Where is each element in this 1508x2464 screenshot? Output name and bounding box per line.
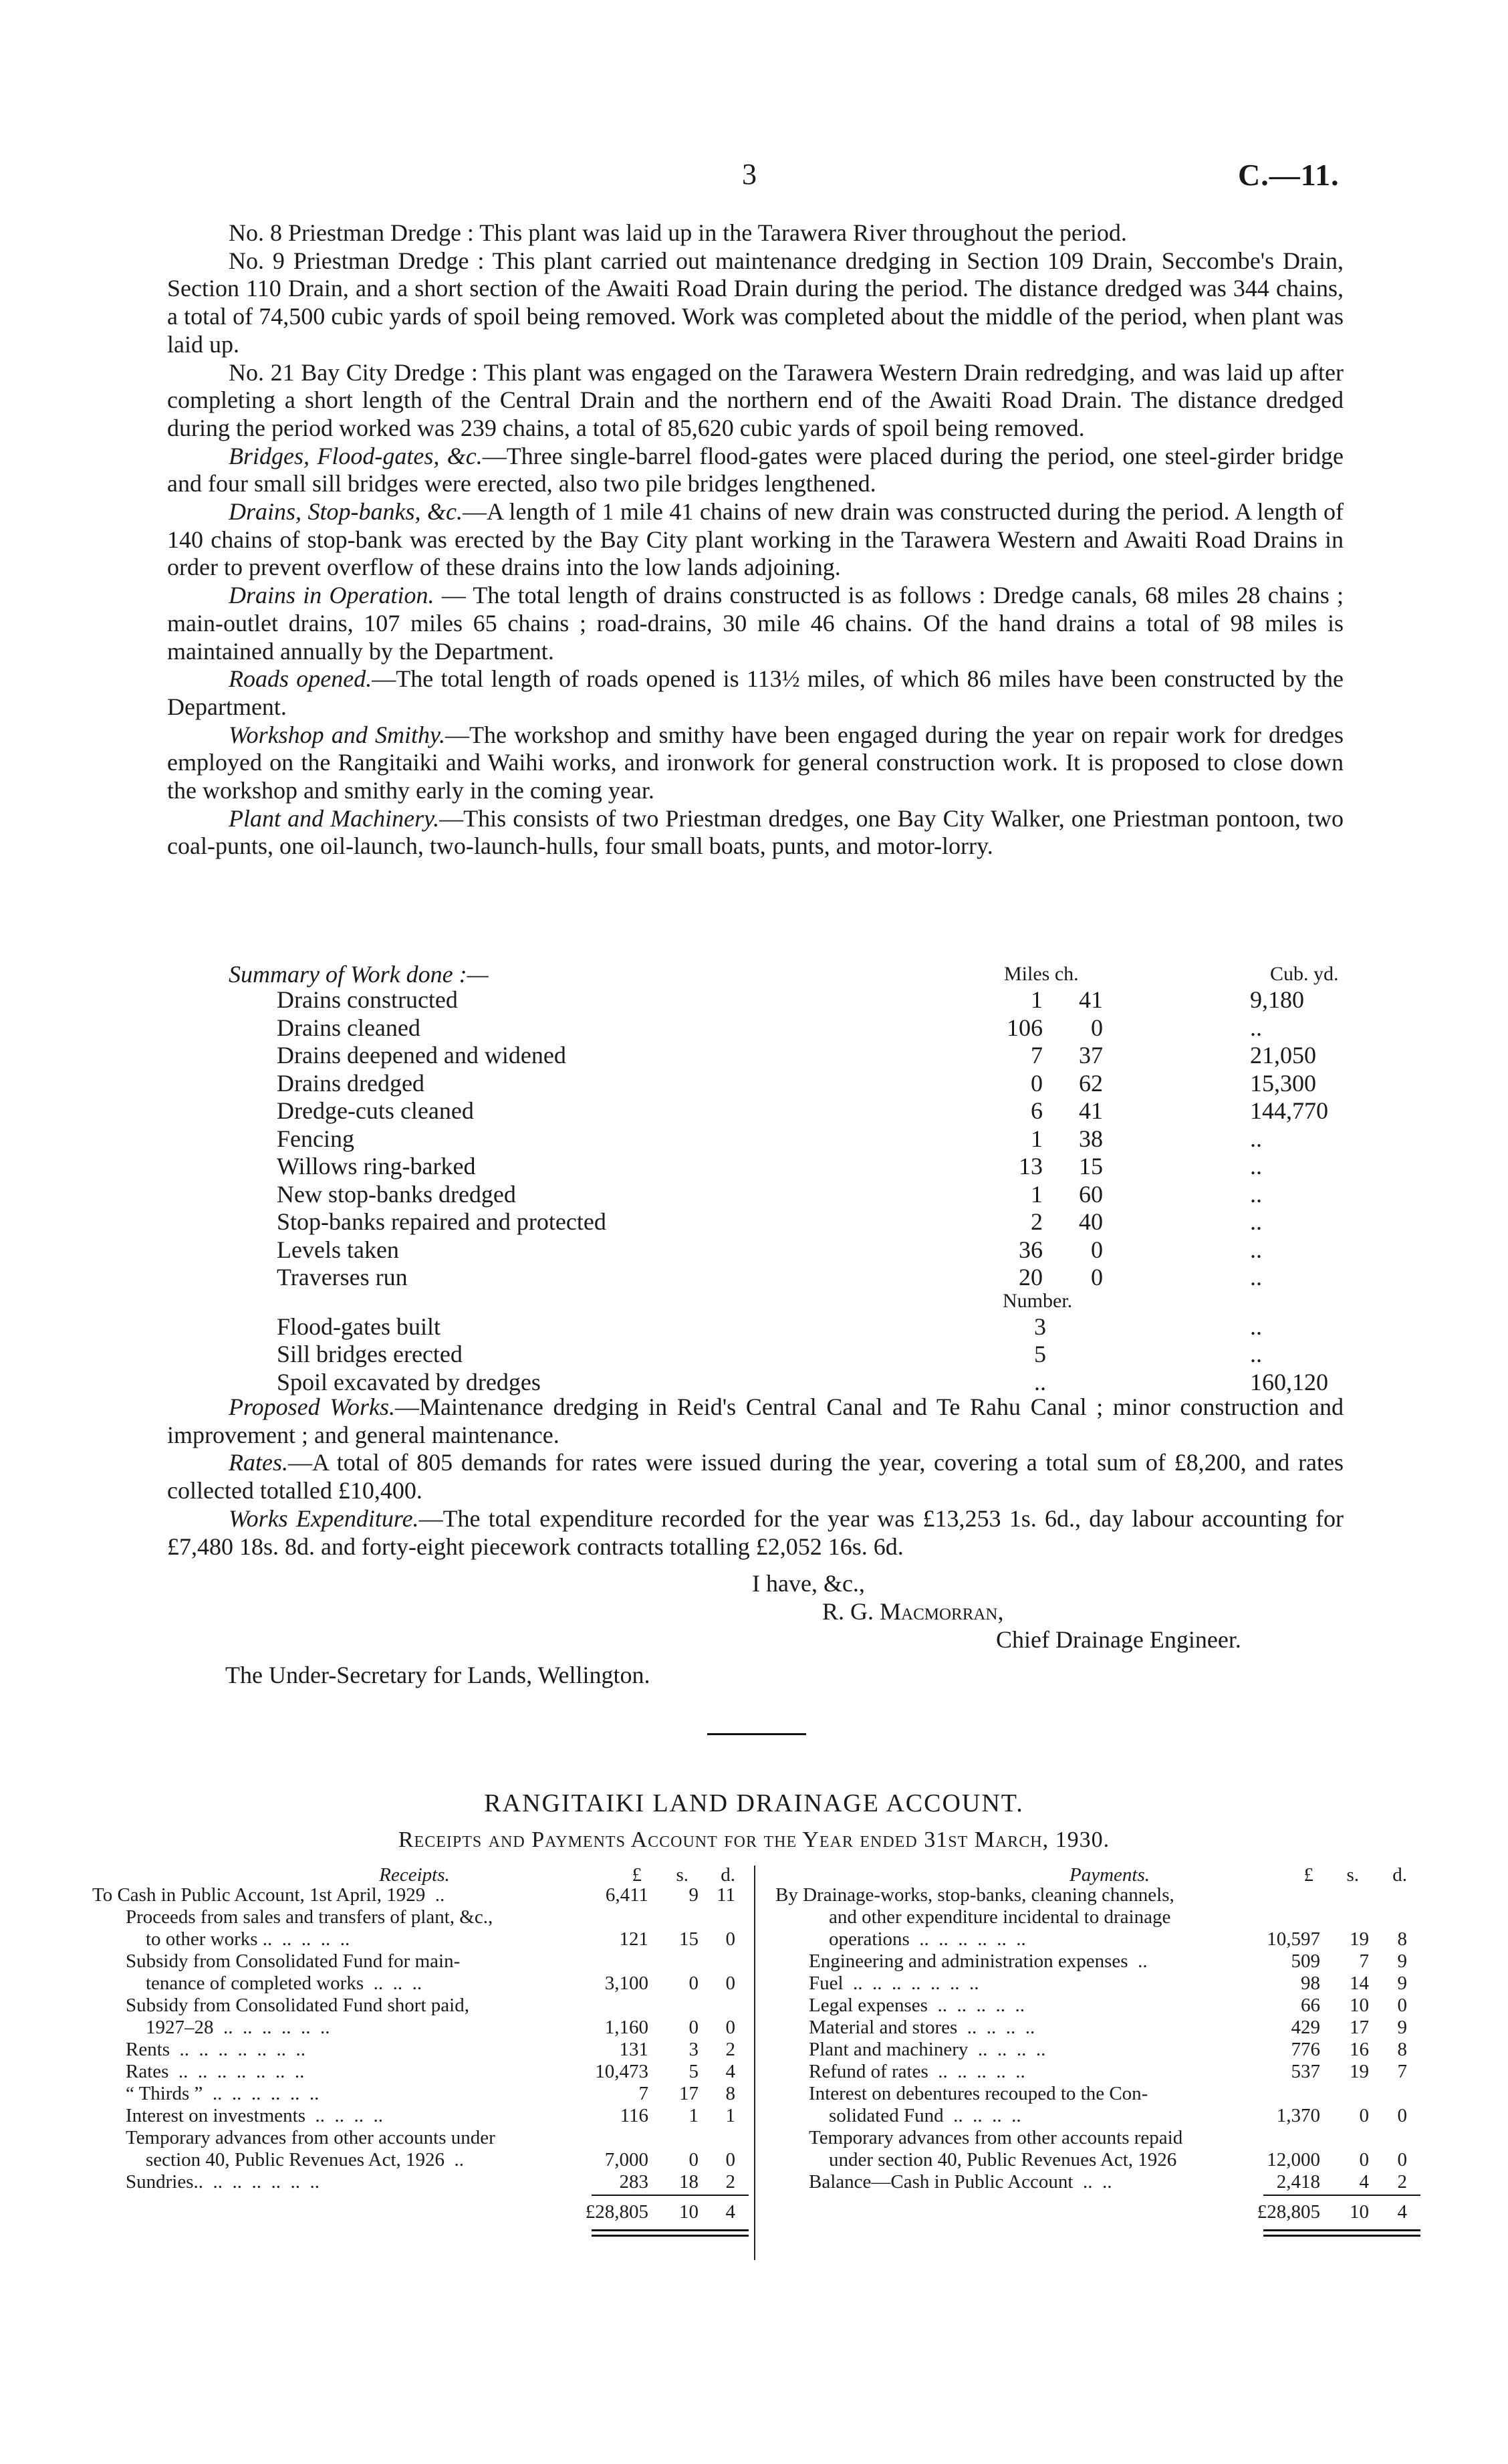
payment-entry-shillings: 4 [1359, 2171, 1369, 2193]
payment-entry-text: Balance—Cash in Public Account .. .. [809, 2171, 1112, 2193]
payment-entry-pounds: 1,370 [1276, 2105, 1320, 2126]
summary-row-chains: 41 [1079, 986, 1103, 1013]
payment-total-rule [1263, 2195, 1420, 2196]
report-paragraph [167, 665, 1344, 721]
paragraph-lead: No. 21 Bay City Dredge : [229, 358, 478, 386]
summary-heading: Summary of Work done :— [229, 961, 489, 988]
summary-row-label: Drains deepened and widened [277, 1042, 566, 1069]
payment-entry-pounds: 12,000 [1267, 2149, 1320, 2170]
receipt-entry-text: Rents .. .. .. .. .. .. .. [126, 2039, 306, 2060]
receipt-total-pence: 4 [725, 2201, 735, 2223]
summary-row-cubic-yards: 15,300 [1250, 1069, 1316, 1097]
summary-row-label: Sill bridges erected [277, 1341, 463, 1367]
miles-chains-header: Miles ch. [1004, 963, 1079, 985]
summary-row-label: Flood-gates built [277, 1313, 441, 1340]
receipt-entry-pence: 11 [717, 1884, 735, 1906]
summary-row-cubic-yards: .. [1250, 1208, 1262, 1235]
payment-entry-shillings: 0 [1359, 2149, 1369, 2170]
summary-row-miles: 1 [1031, 1125, 1043, 1152]
summary-row-chains: 60 [1079, 1180, 1103, 1208]
summary-row-cubic-yards: .. [1250, 1153, 1262, 1180]
receipt-entry-shillings: 9 [688, 1884, 699, 1906]
receipt-entry-pence: 0 [725, 2149, 735, 2170]
paragraph-text: —The workshop and smithy have been engaged during the year on repair work for dredges employed on the Rangitaiki and Waihi works, and ironwork for general construction work. It is proposed to close down the workshop and smithy early in the coming year. [167, 721, 1344, 804]
summary-row [167, 1152, 1344, 1180]
summary-row-number: 5 [1034, 1341, 1046, 1367]
summary-row [167, 1368, 1344, 1395]
receipt-entry-pence: 1 [725, 2105, 735, 2126]
summary-row [167, 1069, 1344, 1097]
paragraph-lead: Workshop and Smithy. [229, 721, 446, 748]
payment-entry-pounds: 776 [1291, 2039, 1320, 2060]
summary-row-cubic-yards: 144,770 [1250, 1097, 1328, 1124]
summary-row-label: Fencing [277, 1125, 354, 1152]
paragraph-lead: No. 8 Priestman Dredge : [229, 219, 474, 246]
signoff-title: Chief Drainage Engineer. [996, 1626, 1241, 1653]
payment-entry-pounds: 429 [1291, 2017, 1320, 2038]
paragraph-lead: Proposed Works. [229, 1393, 395, 1420]
receipt-entry-text: Subsidy from Consolidated Fund for main- [126, 1950, 461, 1972]
paragraph-lead: Drains, Stop-banks, &c. [229, 498, 463, 526]
column-header-l: £ [632, 1864, 642, 1886]
report-body [167, 219, 1344, 861]
payment-entry-text: Interest on debentures recouped to the Con- [809, 2083, 1148, 2104]
receipt-entry-shillings: 3 [688, 2039, 699, 2060]
cubic-yards-header: Cub. yd. [1270, 963, 1339, 985]
receipt-entry-pounds: 7 [638, 2083, 648, 2104]
receipt-total-rule [592, 2195, 749, 2196]
payment-entry-text: Legal expenses .. .. .. .. .. [809, 1995, 1025, 2016]
summary-row-miles: 13 [1019, 1153, 1043, 1180]
payment-entry-shillings: 16 [1350, 2039, 1369, 2060]
payment-entry-text: Fuel .. .. .. .. .. .. .. [809, 1973, 979, 1994]
receipt-entry-text: To Cash in Public Account, 1st April, 1929 .. [92, 1884, 445, 1906]
report-closing-paragraphs [167, 1393, 1344, 1561]
payment-entry-pence: 7 [1397, 2061, 1407, 2082]
summary-row-label: Levels taken [277, 1236, 399, 1263]
payment-entry-pence: 2 [1397, 2171, 1407, 2193]
report-paragraph [167, 582, 1344, 665]
payment-entry-text: and other expenditure incidental to drainage [829, 1906, 1171, 1928]
receipt-total-double-rule [592, 2235, 749, 2237]
summary-row-miles: 1 [1031, 1180, 1043, 1208]
payment-entry-pence: 0 [1397, 2105, 1407, 2126]
receipt-entry-pounds: 116 [620, 2105, 648, 2126]
paragraph-lead: No. 9 Priestman Dredge : [229, 247, 485, 274]
payment-entry-pence: 0 [1397, 1995, 1407, 2016]
column-header-d: d. [721, 1864, 735, 1886]
summary-row-miles: 7 [1031, 1042, 1043, 1069]
receipt-entry-shillings: 1 [688, 2105, 699, 2126]
summary-row-label: Dredge-cuts cleaned [277, 1097, 474, 1124]
payment-total-pence: 4 [1397, 2201, 1407, 2223]
receipt-total-double-rule [592, 2229, 749, 2231]
payment-total-double-rule [1263, 2229, 1420, 2231]
paragraph-lead: Rates. [229, 1449, 288, 1476]
receipt-entry-shillings: 0 [688, 2017, 699, 2038]
summary-row [167, 1208, 1344, 1235]
report-paragraph [167, 247, 1344, 359]
receipt-entry-pence: 0 [725, 2017, 735, 2038]
summary-row-chains: 15 [1079, 1153, 1103, 1180]
payment-entry-pence: 9 [1397, 1950, 1407, 1972]
summary-row [167, 1014, 1344, 1041]
signoff-greeting: I have, &c., [752, 1570, 865, 1597]
receipt-entry-pounds: 7,000 [604, 2149, 648, 2170]
column-header-s: s. [676, 1864, 688, 1886]
receipt-entry-text: “ Thirds ” .. .. .. .. .. .. [126, 2083, 320, 2104]
summary-row-chains: 41 [1079, 1097, 1103, 1124]
receipt-entry-text: Temporary advances from other accounts under [126, 2127, 495, 2148]
summary-row [167, 1263, 1344, 1291]
payment-entry-text: Temporary advances from other accounts repaid [809, 2127, 1183, 2148]
report-paragraph [167, 443, 1344, 498]
receipt-entry-shillings: 17 [679, 2083, 699, 2104]
receipt-entry-pence: 0 [725, 1973, 735, 1994]
summary-row-chains: 40 [1079, 1208, 1103, 1235]
payment-total-shillings: 10 [1350, 2201, 1369, 2223]
payment-entry-shillings: 17 [1350, 2017, 1369, 2038]
number-header: Number. [1003, 1289, 1073, 1312]
summary-row-number: .. [1034, 1368, 1046, 1395]
payment-entry-pence: 8 [1397, 1928, 1407, 1950]
payment-entry-pounds: 2,418 [1276, 2171, 1320, 2193]
payment-entry-pence: 9 [1397, 2017, 1407, 2038]
signoff-name: R. G. Macmorran, [822, 1598, 1004, 1625]
payment-entry-text: By Drainage-works, stop-banks, cleaning channels, [775, 1884, 1174, 1906]
paragraph-text: This plant was engaged on the Tarawera Western Drain redredging, and was laid up after completing a short length of the Central Drain and the northern end of the Awaiti Road Drain. The distance dredged during the period worked was 239 chains, a total of 85,620 cubic yards of spoil being removed. [167, 358, 1344, 441]
payment-entry-shillings: 7 [1359, 1950, 1369, 1972]
payments-heading: Payments. [1070, 1864, 1150, 1886]
paragraph-text: —The total expenditure recorded for the year was £13,253 1s. 6d., day labour accounting for £7,480 18s. 8d. and forty-eight piecework contracts totalling £2,052 16s. 6d. [167, 1504, 1344, 1560]
payment-entry-text: Material and stores .. .. .. .. [809, 2017, 1035, 2038]
paragraph-text: This plant carried out maintenance dredging in Section 109 Drain, Seccombe's Drain, Section 110 Drain, and a short section of the Awaiti Road Drain during the period. The distance dredged was 344 chains, a total of 74,500 cubic yards of spoil being removed. Work was completed about the middle of the period, when plant was laid up. [167, 247, 1344, 358]
summary-row-chains: 37 [1079, 1042, 1103, 1069]
receipt-entry-pounds: 1,160 [604, 2017, 648, 2038]
receipt-entry-pence: 2 [725, 2039, 735, 2060]
summary-row-chains: 0 [1091, 1014, 1103, 1041]
payment-entry-pounds: 537 [1291, 2061, 1320, 2082]
summary-row-label: Spoil excavated by dredges [277, 1368, 541, 1395]
summary-row [167, 1097, 1344, 1124]
payment-entry-text: Plant and machinery .. .. .. .. [809, 2039, 1046, 2060]
summary-row-label: Drains dredged [277, 1069, 424, 1097]
summary-row-cubic-yards: .. [1250, 1313, 1262, 1340]
paragraph-lead: Bridges, Flood-gates, &c. [229, 442, 483, 469]
receipt-entry-pounds: 6,411 [605, 1884, 648, 1906]
closing-paragraph [167, 1505, 1344, 1561]
payment-total-double-rule [1263, 2235, 1420, 2237]
summary-row [167, 1340, 1344, 1367]
summary-row-chains: 0 [1091, 1236, 1103, 1263]
summary-row-miles: 36 [1019, 1236, 1043, 1263]
summary-row-chains: 62 [1079, 1069, 1103, 1097]
payment-entry-shillings: 19 [1350, 2061, 1369, 2082]
payment-entry-text: solidated Fund .. .. .. .. [829, 2105, 1021, 2126]
receipt-entry-pounds: 3,100 [604, 1973, 648, 1994]
receipt-entry-text: tenance of completed works .. .. .. [146, 1973, 422, 1994]
column-header-d: d. [1392, 1864, 1407, 1886]
payment-entry-text: under section 40, Public Revenues Act, 1926 [829, 2149, 1177, 2170]
receipt-entry-shillings: 15 [679, 1928, 699, 1950]
receipt-entry-text: Sundries.. .. .. .. .. .. .. [126, 2171, 320, 2193]
payment-entry-text: Refund of rates .. .. .. .. .. [809, 2061, 1025, 2082]
summary-row-label: Drains constructed [277, 986, 458, 1013]
receipts-heading: Receipts. [379, 1864, 450, 1886]
summary-row [167, 1125, 1344, 1152]
receipt-entry-pounds: 131 [619, 2039, 648, 2060]
paragraph-lead: Roads opened. [229, 665, 372, 693]
summary-row-label: Drains cleaned [277, 1014, 420, 1041]
receipt-entry-text: to other works .. .. .. .. .. [146, 1928, 350, 1950]
payment-entry-pounds: 10,597 [1267, 1928, 1320, 1950]
receipt-entry-shillings: 0 [688, 2149, 699, 2170]
receipt-entry-shillings: 0 [688, 1973, 699, 1994]
summary-row-cubic-yards: 9,180 [1250, 986, 1304, 1013]
page-number: 3 [742, 158, 757, 191]
summary-row [167, 1041, 1344, 1069]
column-header-s: s. [1346, 1864, 1359, 1886]
summary-row-label: New stop-banks dredged [277, 1180, 516, 1208]
payment-entry-text: Engineering and administration expenses .. [809, 1950, 1148, 1972]
summary-row [167, 1180, 1344, 1208]
payment-entry-shillings: 0 [1359, 2105, 1369, 2126]
receipt-total-pounds: £28,805 [585, 2201, 648, 2223]
summary-row-label: Traverses run [277, 1264, 408, 1291]
summary-row [167, 1313, 1344, 1340]
payment-entry-pence: 0 [1397, 2149, 1407, 2170]
summary-row-miles: 1 [1031, 986, 1043, 1013]
payment-entry-pounds: 66 [1301, 1995, 1320, 2016]
payment-entry-pence: 8 [1397, 2039, 1407, 2060]
receipt-total-shillings: 10 [679, 2201, 699, 2223]
account-title: RANGITAIKI LAND DRAINAGE ACCOUNT. [484, 1789, 1024, 1817]
summary-row-chains: 0 [1091, 1264, 1103, 1291]
paragraph-lead: Works Expenditure. [229, 1504, 419, 1532]
receipt-entry-text: 1927–28 .. .. .. .. .. .. [146, 2017, 330, 2038]
receipt-entry-pounds: 121 [619, 1928, 648, 1950]
summary-row-cubic-yards: .. [1250, 1014, 1262, 1041]
summary-row-miles: 106 [1007, 1014, 1043, 1041]
summary-row-number: 3 [1034, 1313, 1046, 1340]
signoff-addressee: The Under-Secretary for Lands, Wellington. [225, 1662, 650, 1688]
receipt-entry-pence: 0 [725, 1928, 735, 1950]
payment-entry-text: operations .. .. .. .. .. .. [829, 1928, 1026, 1950]
summary-row-miles: 6 [1031, 1097, 1043, 1124]
payment-entry-pounds: 509 [1291, 1950, 1320, 1972]
paragraph-text: This plant was laid up in the Tarawera River throughout the period. [473, 219, 1127, 246]
paragraph-text: —A length of 1 mile 41 chains of new drain was constructed during the period. A length of 140 chains of stop-bank was erected by the Bay City plant working in the Tarawera Western and Awaiti Road Drains in order to prevent overflow of these drains into the low lands adjoining. [167, 498, 1344, 581]
paragraph-text: —This consists of two Priestman dredges, one Bay City Walker, one Priestman pontoon, two coal-punts, one oil-launch, two-launch-hulls, four small boats, punts, and motor-lorry. [167, 804, 1344, 860]
summary-row-chains: 38 [1079, 1125, 1103, 1152]
summary-row [167, 986, 1344, 1013]
receipt-entry-shillings: 5 [688, 2061, 699, 2082]
report-paragraph [167, 219, 1344, 247]
report-paragraph [167, 805, 1344, 861]
report-paragraph [167, 359, 1344, 443]
payment-entry-pence: 9 [1397, 1973, 1407, 1994]
summary-row-miles: 0 [1031, 1069, 1043, 1097]
receipt-entry-pence: 2 [725, 2171, 735, 2193]
summary-row-cubic-yards: .. [1250, 1125, 1262, 1152]
summary-row [167, 1236, 1344, 1263]
summary-row-label: Willows ring-barked [277, 1153, 476, 1180]
account-subtitle: Receipts and Payments Account for the Year ended 31st March, 1930. [398, 1827, 1110, 1852]
paragraph-lead: Drains in Operation. [229, 582, 434, 609]
summary-row-miles: 2 [1031, 1208, 1043, 1235]
receipt-entry-pence: 4 [725, 2061, 735, 2082]
summary-row-miles: 20 [1019, 1264, 1043, 1291]
paragraph-text: —The total length of roads opened is 113½ miles, of which 86 miles have been constructed by the Department. [167, 665, 1344, 720]
summary-row-cubic-yards: .. [1250, 1264, 1262, 1291]
paragraph-text: —A total of 805 demands for rates were issued during the year, covering a total sum of £8,200, and rates collected totalled £10,400. [167, 1449, 1344, 1504]
paragraph-lead: Plant and Machinery. [229, 804, 440, 832]
payment-entry-shillings: 19 [1350, 1928, 1369, 1950]
summary-row-cubic-yards: 21,050 [1250, 1042, 1316, 1069]
receipt-entry-shillings: 18 [679, 2171, 699, 2193]
closing-paragraph [167, 1393, 1344, 1449]
summary-row-cubic-yards: .. [1250, 1236, 1262, 1263]
receipt-entry-text: section 40, Public Revenues Act, 1926 .. [146, 2149, 465, 2170]
payment-entry-pounds: 98 [1301, 1973, 1320, 1994]
receipt-entry-text: Subsidy from Consolidated Fund short paid, [126, 1995, 469, 2016]
report-paragraph [167, 498, 1344, 582]
section-divider [707, 1733, 806, 1735]
summary-row-cubic-yards: 160,120 [1250, 1368, 1328, 1395]
payment-entry-shillings: 14 [1350, 1973, 1369, 1994]
receipt-entry-pounds: 283 [619, 2171, 648, 2193]
report-paragraph [167, 721, 1344, 805]
summary-row-cubic-yards: .. [1250, 1341, 1262, 1367]
summary-row-label: Stop-banks repaired and protected [277, 1208, 606, 1235]
payment-total-pounds: £28,805 [1257, 2201, 1320, 2223]
receipt-entry-text: Interest on investments .. .. .. .. [126, 2105, 384, 2126]
payment-entry-shillings: 10 [1350, 1995, 1369, 2016]
summary-row-cubic-yards: .. [1250, 1180, 1262, 1208]
paragraph-text: — The total length of drains constructed is as follows : Dredge canals, 68 miles 28 chains ; main-outlet drains, 107 miles 65 chains ; road-drains, 30 mile 46 chains. Of the hand drains a total of 98 miles is maintained annually by the Department. [167, 582, 1344, 665]
document-reference: C.—11. [1238, 158, 1340, 192]
account-column-divider [754, 1866, 755, 2260]
receipt-entry-pence: 8 [725, 2083, 735, 2104]
paragraph-text: —Maintenance dredging in Reid's Central Canal and Te Rahu Canal ; minor construction and improvement ; and general maintenance. [167, 1393, 1344, 1448]
paragraph-text: —Three single-barrel flood-gates were placed during the period, one steel-girder bridge and four small sill bridges were erected, also two pile bridges lengthened. [167, 442, 1344, 497]
receipt-entry-text: Rates .. .. .. .. .. .. .. [126, 2061, 305, 2082]
closing-paragraph [167, 1449, 1344, 1504]
receipt-entry-pounds: 10,473 [595, 2061, 648, 2082]
receipt-entry-text: Proceeds from sales and transfers of plant, &c., [126, 1906, 493, 1928]
column-header-l: £ [1303, 1864, 1313, 1886]
